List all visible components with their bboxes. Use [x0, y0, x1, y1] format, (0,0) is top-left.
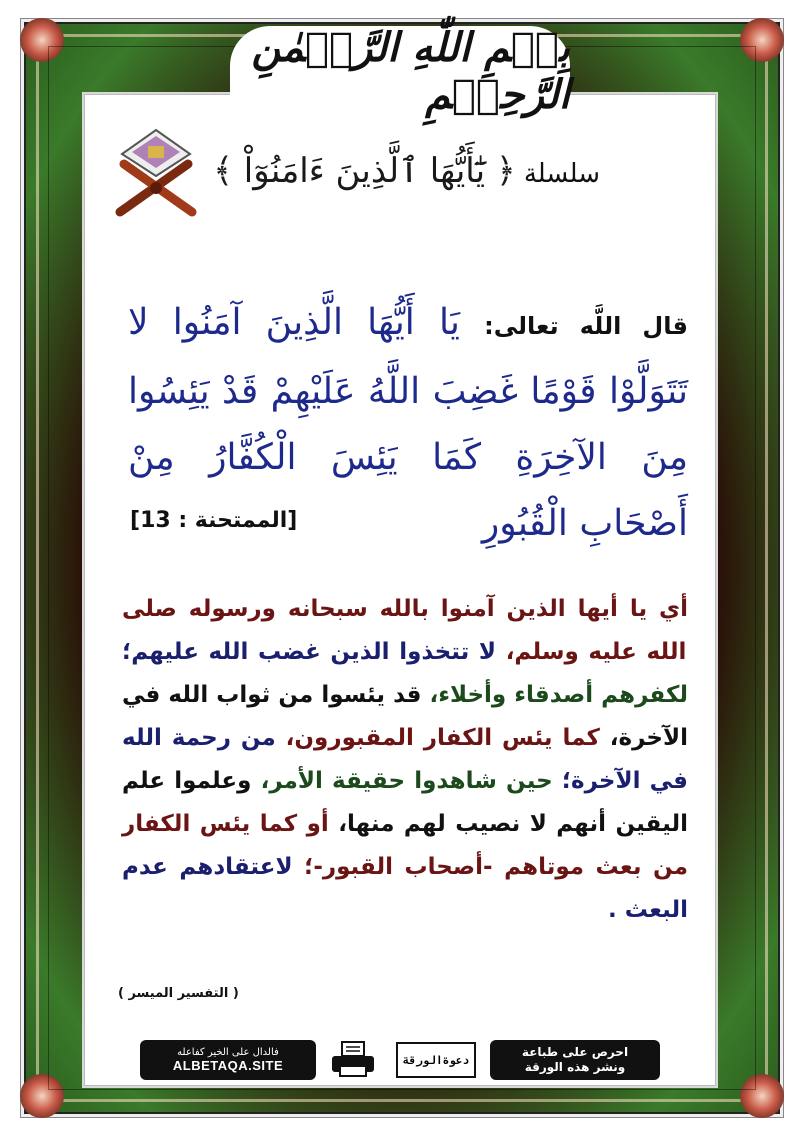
- site-url: ALBETAQA.SITE: [172, 1058, 284, 1073]
- commentary-segment: صلى الله عليه وسلم،: [122, 596, 687, 665]
- corner-ornament: [740, 18, 784, 62]
- corner-ornament: [20, 18, 64, 62]
- verse-intro: قال اللَّه تعالى:: [484, 312, 688, 340]
- print-appeal-badge: [490, 1040, 660, 1080]
- tafsir-commentary: [122, 588, 688, 932]
- commentary-segment: حين شاهدوا حقيقة الأمر،: [251, 768, 553, 794]
- corner-ornament: [20, 1074, 64, 1118]
- tafsir-source: ( التفسير الميسر ): [118, 986, 239, 1001]
- commentary-segment: لا تتخذوا الذين غضب الله عليهم؛: [122, 639, 497, 665]
- commentary-segment: أي يا أيها الذين آمنوا بالله سبحانه ورسوله: [176, 596, 688, 622]
- series-heading: [180, 150, 600, 191]
- corner-ornament: [740, 1074, 784, 1118]
- footer-bar: [140, 1040, 660, 1080]
- print-appeal-line: احرص على طباعة: [521, 1045, 629, 1059]
- commentary-segment: وعلموا علم اليقين أنهم لا نصيب لهم منها،: [122, 768, 689, 837]
- commentary-segment: أو كما يئس الكفار من بعث موتاهم: [122, 811, 688, 880]
- verse-reference: [الممتحنة : 13]: [130, 508, 298, 533]
- series-title: ﴿ يَٰٓأَيُّهَا ٱلَّذِينَ ءَامَنُوٓاْ ﴾: [213, 151, 516, 191]
- commentary-segment: -أصحاب القبور-؛: [292, 854, 493, 880]
- commentary-segment: لاعتقادهم عدم البعث .: [122, 854, 688, 923]
- commentary-segment: كما يئس الكفار المقبورون،: [275, 725, 600, 751]
- site-badge[interactable]: [140, 1040, 316, 1080]
- dawat-alwaraqa-logo: [396, 1042, 476, 1078]
- site-motto: فالدال على الخير كفاعله: [177, 1047, 279, 1058]
- commentary-segment: من رحمة الله في الآخرة؛: [122, 725, 688, 794]
- series-label: سلسلة: [523, 159, 600, 189]
- logo-line: الورقة: [402, 1053, 443, 1067]
- bismillah-banner: [230, 26, 570, 116]
- bismillah-text: بِسۡمِ اللّٰهِ الرَّحۡمٰنِ الرَّحِيۡمِ: [251, 24, 570, 118]
- logo-line: دعوة: [442, 1053, 470, 1067]
- verse-text: يَا أَيُّهَا الَّذِينَ آمَنُوا لا تَتَوَلَّوْا قَوْمًا غَضِبَ اللَّهُ عَلَيْهِمْ قَدْ يَئِسُوا مِنَ الآخِرَةِ كَمَا يَئِسَ الْكُفَّارُ مِنْ أَصْحَابِ الْقُبُورِ: [128, 302, 688, 544]
- print-appeal-line: ونشر هذه الورقة: [524, 1060, 626, 1074]
- commentary-segment: قد يئسوا من ثواب الله في الآخرة،: [122, 682, 688, 751]
- quran-stand-icon: [108, 120, 204, 220]
- printer-icon: [316, 1040, 390, 1080]
- commentary-segment: لكفرهم أصدقاء وأخلاء،: [421, 682, 688, 708]
